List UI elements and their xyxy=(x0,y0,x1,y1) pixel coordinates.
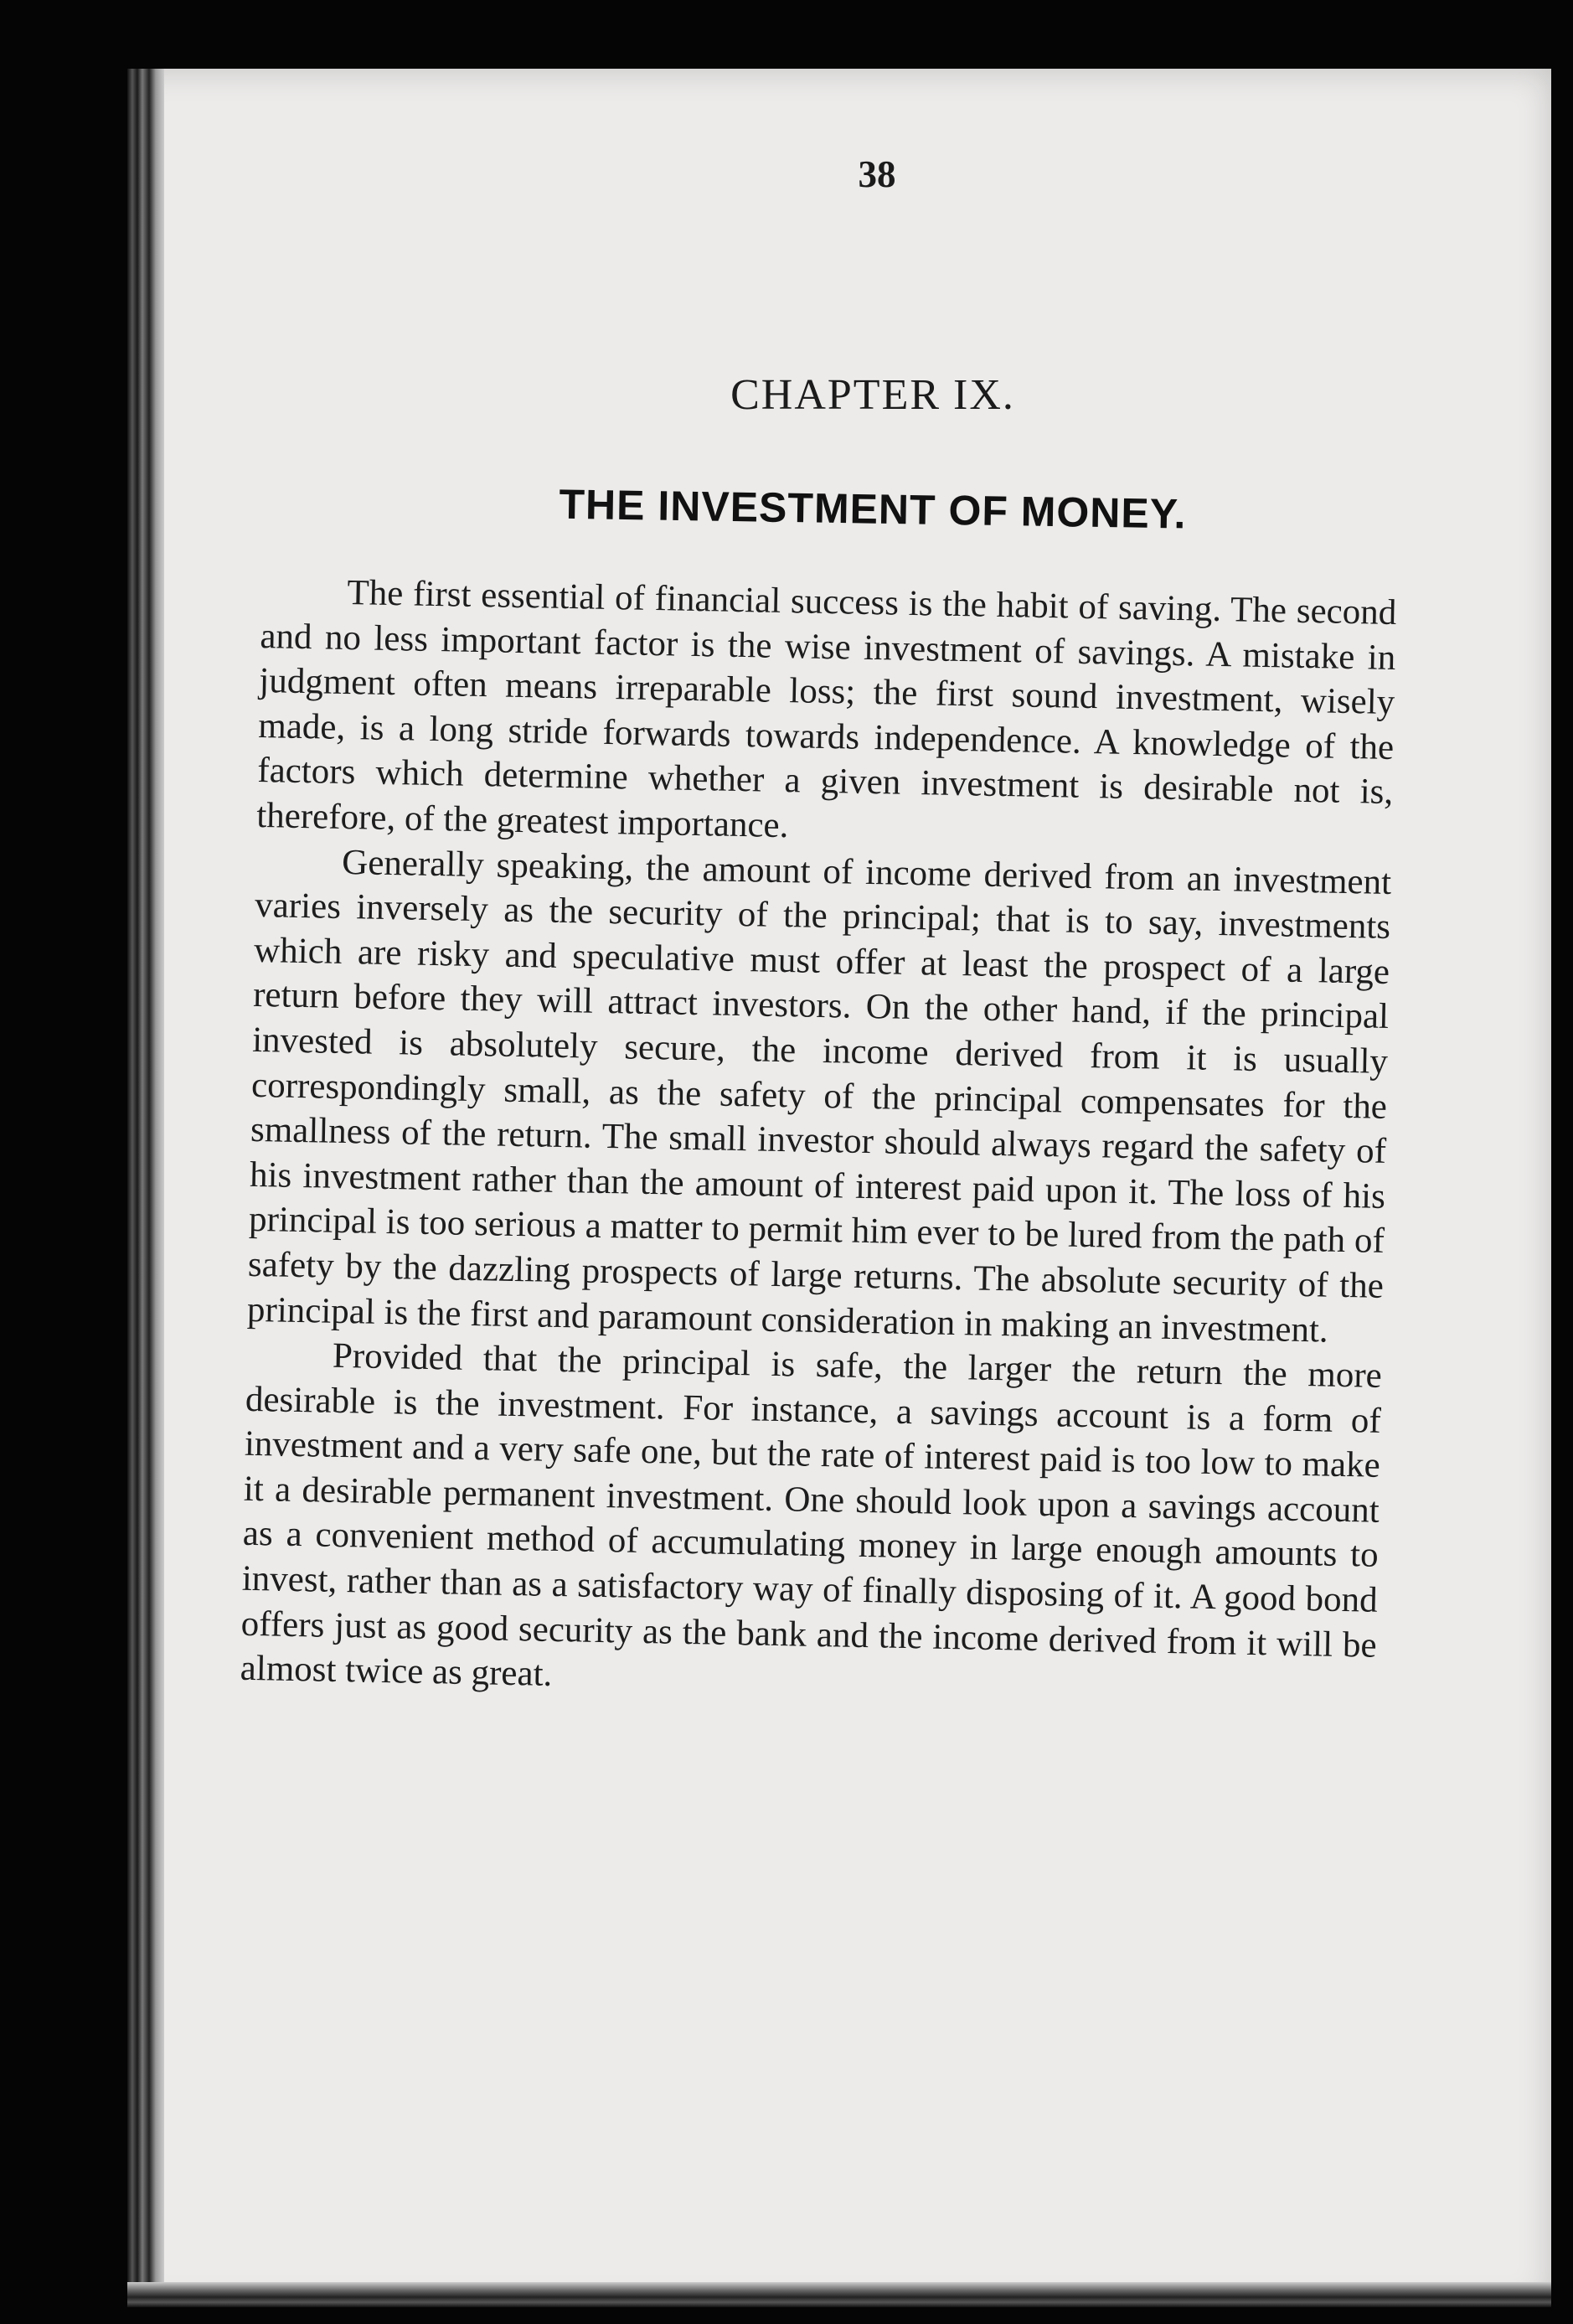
chapter-title: THE INVESTMENT OF MONEY. xyxy=(559,480,1187,538)
book-page xyxy=(127,69,1551,2307)
page-bottom-edge xyxy=(127,2282,1551,2307)
paragraph-2: Generally speaking, the amount of income derived from an investment varies inversely as the security of the principal; that is to say, investments which are risky and speculative must offer at least the prospect of a large return before they will attract investors. On the other hand, if the principal invested is absolutely secure, the income derived from it is usually correspondingly small, as the safety of the principal compensates for the smallness of the return. The small investor should always regard the safety of his investment rather than the amount of interest paid upon it. The loss of his principal is too serious a matter to permit him ever to be lured from the path of safety by the dazzling prospects of large returns. The absolute security of the principal is the first and paramount consideration in making an investment. xyxy=(246,842,1392,1351)
paragraph-1: The first essential of financial success is the habit of saving. The second and no less important factor is the wise investment of savings. A mistake in judgment often means irreparable loss; the first sound investment, wisely made, is a long stride forwards towards independence. A knowledge of the factors which determine whether a given investment is desirable not is, therefore, of the greatest importance. xyxy=(255,572,1397,846)
page-number: 38 xyxy=(858,153,896,195)
chapter-label: CHAPTER IX. xyxy=(730,371,1015,419)
paragraph-3: Provided that the principal is safe, the larger the return the more desirable is the investment. For instance, a savings account is a form of investment and a very safe one, but the rate of interest paid is too low to make it a desirable permanent investment. One should look upon a savings account as a convenient method of accumulating money in large enough amounts to invest, rather than as a satisfactory way of finally disposing of it. A good bond offers just as good security as the bank and the income derived from it will be almost twice as great. xyxy=(240,1335,1383,1695)
body-text xyxy=(240,569,1396,1713)
